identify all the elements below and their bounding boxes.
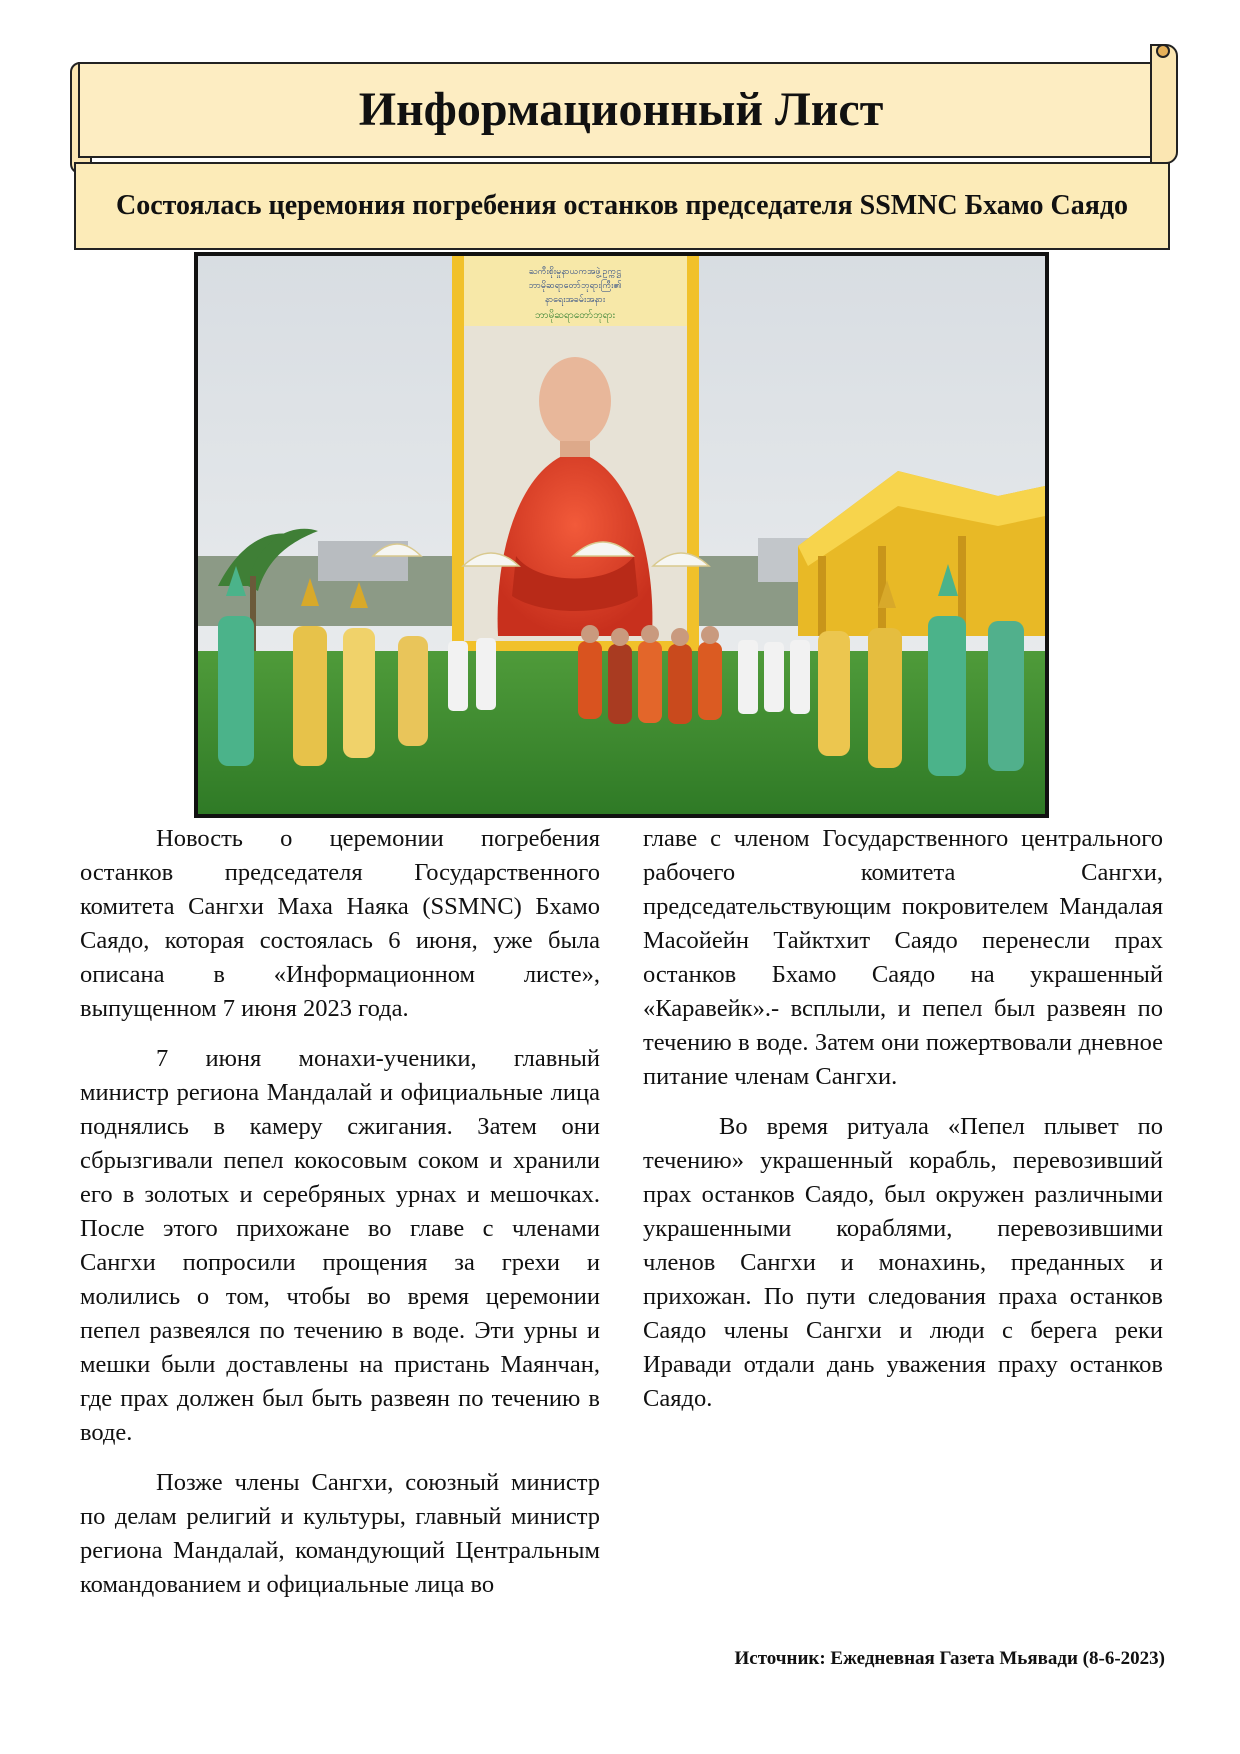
article-paragraph: Позже члены Сангхи, союзный министр по делам религий и культуры, главный министр региона Мандалай, командующий Центральным командованием и официальные лица во	[80, 1469, 600, 1598]
article-paragraph: главе с членом Государственного центрального рабочего комитета Сангхи, председательствующим покровителем Мандалая Масойейн Тайктхит Саядо перенесли прах останков Бхамо Саядо на украшенный «Каравейк».- всплыли, и пепел был развеян по течению в воде. Затем они пожертвовали дневное питание членам Сангхи.	[643, 825, 1163, 1090]
article-headline: Состоялась церемония погребения останков председателя SSMNC Бхамо Саядо	[115, 190, 1129, 221]
subtitle-box	[74, 162, 1170, 250]
article-column-left	[80, 822, 600, 1618]
article-paragraph: Новость о церемонии погребения останков председателя Государственного комитета Сангхи Маха Наяка (SSMNC) Бхамо Саядо, которая состоялась 6 июня, уже была описана в «Информационном листе», выпущенном 7 июня 2023 года.	[80, 825, 600, 1022]
source-citation: Источник: Ежедневная Газета Мьявади (8-6-2023)	[734, 1648, 1165, 1669]
ceremony-photo	[194, 252, 1049, 818]
article-paragraph: Во время ритуала «Пепел плывет по течению» украшенный корабль, перевозивший прах останков Саядо, был окружен различными украшенными кораблями, перевозившими членов Сангхи и монахинь, преданных и прихожан. По пути следования праха останков Саядо члены Сангхи и люди с берега реки Иравади отдали дань уважения праху останков Саядо.	[643, 1113, 1163, 1412]
banner-text-line: ဘာမိုဆရာတော်ဘုရား	[534, 310, 616, 321]
article-paragraph: 7 июня монахи-ученики, главный министр региона Мандалай и официальные лица поднялись в камеру сжигания. Затем они сбрызгивали пепел кокосовым соком и хранили его в золотых и серебряных урнах и мешочках. После этого прихожане во главе с членами Сангхи попросили прощения за грехи и молились о том, чтобы во время церемонии пепел развеялся по течению в воде. Эти урны и мешки были доставлены на пристань Маянчан, где прах должен был быть развеян по течению в воде.	[80, 1045, 600, 1446]
banner-text-line: နာရေးအခမ်းအနား	[544, 295, 606, 305]
scroll-knob	[1156, 44, 1170, 58]
page-title: Информационный Лист	[358, 83, 884, 136]
monk-head	[539, 357, 611, 445]
banner-text-line: ဘာမိုဆရာတော်ဘုရားကြီး၏	[528, 281, 622, 291]
banner-text-line: ႀကီးစိုးမှုနာယကအဖွဲ့ဥက္ကဋ္ဌ	[528, 267, 622, 277]
article-column-right	[643, 822, 1163, 1432]
